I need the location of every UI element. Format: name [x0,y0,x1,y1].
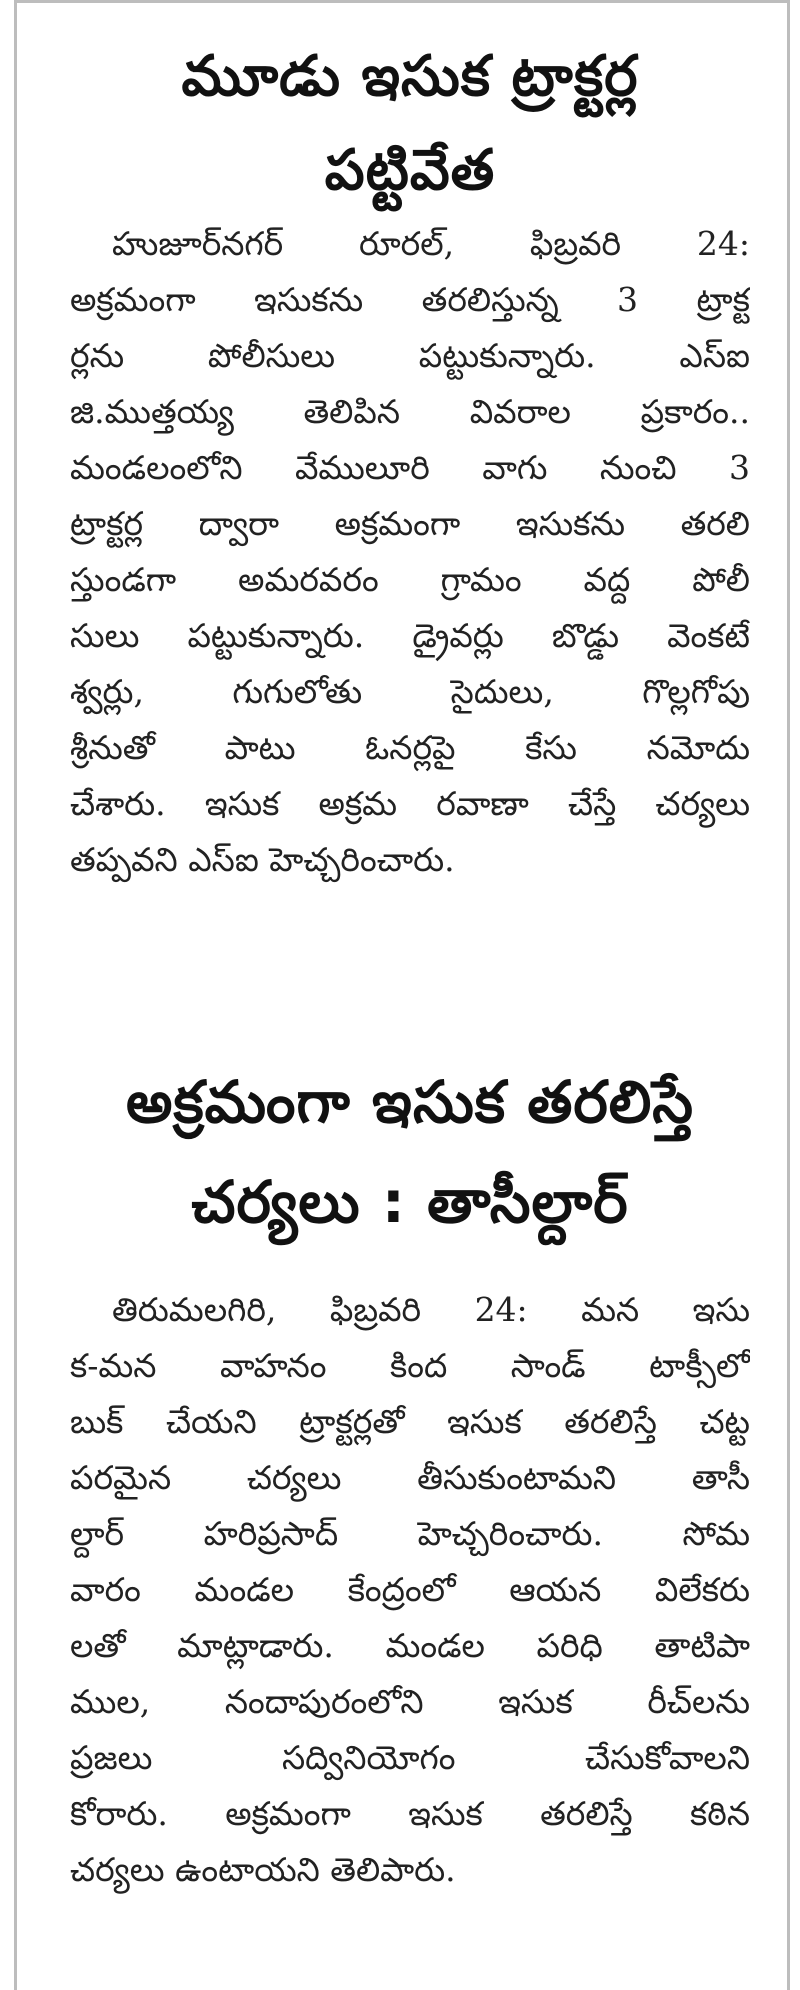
article-2-headline-line-1: అక్రమంగా ఇసుక తరలిస్తే [125,1068,695,1136]
article-2-body-line: ముల, నందాపురంలోని ఇసుక రీచ్‌లను [70,1682,750,1721]
article-2-body-line: పరమైన చర్యలు తీసుకుంటామని తాసీ [70,1458,750,1497]
article-2-body-line: ప్రజలు సద్వినియోగం చేసుకోవాలని [70,1738,750,1777]
article-2-body-line: చర్యలు ఉంటాయని తెలిపారు. [70,1850,456,1889]
article-2-headline-line-2: చర్యలు : తాసీల్దార్ [191,1168,629,1236]
article-1-body [70,216,750,888]
article-2-body-line: లతో మాట్లాడారు. మండల పరిధి తాటిపా [70,1626,750,1665]
article-1-body-line: శ్వర్లు, గుగులోతు సైదులు, గొల్లగోపు [70,672,750,711]
article-2-headline [70,1052,750,1252]
article-2-body-line: బుక్ చేయని ట్రాక్టర్లతో ఇసుక తరలిస్తే చట్ట [70,1402,750,1441]
article-1-body-line: ర్లను పోలీసులు పట్టుకున్నారు. ఎస్ఐ [70,336,750,375]
article-1-headline-line-1: మూడు ఇసుక ట్రాక్టర్ల [181,44,639,109]
article-2-body [70,1282,750,1898]
article-1-body-line: జి.ముత్తయ్య తెలిపిన వివరాల ప్రకారం.. [70,392,750,431]
article-1-body-line: సులు పట్టుకున్నారు. డ్రైవర్లు బొడ్డు వెంకటే [70,616,750,655]
article-1-body-line: చేశారు. ఇసుక అక్రమ రవాణా చేస్తే చర్యలు [70,784,750,823]
article-1-body-line: ట్రాక్టర్ల ద్వారా అక్రమంగా ఇసుకను తరలి [70,504,750,543]
article-1-headline-line-2: పట్టివేత [324,138,496,203]
article-2-body-line: వారం మండల కేంద్రంలో ఆయన విలేకరు [70,1570,750,1609]
article-1-body-line: శ్రీనుతో పాటు ఓనర్లపై కేసు నమోదు [70,728,750,767]
article-1-body-line: అక్రమంగా ఇసుకను తరలిస్తున్న 3 ట్రాక్ట [70,280,750,319]
article-1-body-line: తప్పవని ఎస్ఐ హెచ్చరించారు. [70,840,455,879]
article-1-body-line: మండలంలోని వేములూరి వాగు నుంచి 3 [70,448,750,487]
article-2-body-line: ల్దార్ హరిప్రసాద్ హెచ్చరించారు. సోమ [70,1514,750,1553]
article-2-body-line: క-మన వాహనం కింద సాండ్ టాక్సీలో [70,1346,750,1385]
article-2-body-line: కోరారు. అక్రమంగా ఇసుక తరలిస్తే కఠిన [70,1794,750,1833]
article-1-headline [70,30,750,218]
article-1-dateline: హుజూర్‌నగర్ రూరల్, ఫిబ్రవరి 24: [112,224,750,263]
article-1-body-line: స్తుండగా అమరవరం గ్రామం వద్ద పోలీ [70,560,750,599]
article-2-dateline: తిరుమలగిరి, ఫిబ్రవరి 24: మన ఇసు [112,1290,750,1329]
